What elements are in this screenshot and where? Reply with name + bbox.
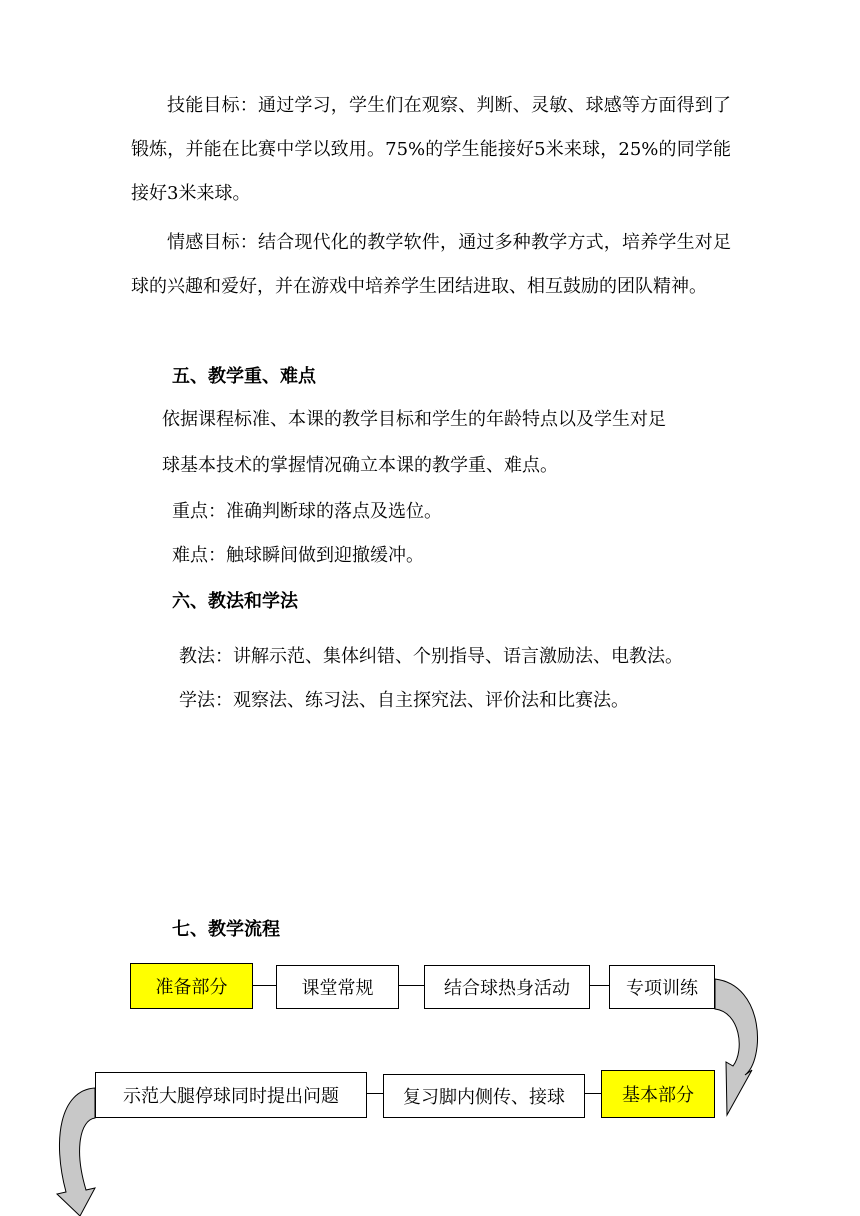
basis-text-line2: 球基本技术的掌握情况确立本课的教学重、难点。: [162, 455, 558, 476]
learning-method-text: 学法：观察法、练习法、自主探究法、评价法和比赛法。: [179, 690, 629, 711]
key-point-text: 重点：准确判断球的落点及选位。: [172, 501, 442, 522]
flow-step-basic-part: 基本部分: [601, 1070, 715, 1118]
curved-arrow-right-icon: [715, 979, 757, 1115]
curved-arrow-left-icon: [57, 1088, 95, 1216]
flow-step-review-pass: 复习脚内侧传、接球: [383, 1074, 585, 1118]
heading-teaching-flow: 七、教学流程: [172, 919, 280, 940]
flow-connector: [253, 985, 276, 986]
flow-step-special-training: 专项训练: [609, 965, 715, 1009]
teaching-method-text: 教法：讲解示范、集体纠错、个别指导、语言激励法、电教法。: [179, 646, 683, 667]
skill-goal-paragraph: 技能目标：通过学习，学生们在观察、判断、灵敏、球感等方面得到了锻炼，并能在比赛中学以致用。75%的学生能接好5米来球，25%的同学能接好3米来球。: [131, 95, 731, 204]
basis-text-line1: 依据课程标准、本课的教学目标和学生的年龄特点以及学生对足: [162, 409, 666, 430]
flow-step-preparation: 准备部分: [130, 963, 253, 1009]
flow-connector: [590, 985, 609, 986]
heading-key-difficult-points: 五、教学重、难点: [172, 366, 316, 387]
flow-step-routine: 课堂常规: [276, 965, 399, 1009]
difficult-point-text: 难点：触球瞬间做到迎撤缓冲。: [172, 545, 424, 566]
flow-connector: [585, 1093, 601, 1094]
heading-methods: 六、教法和学法: [172, 591, 298, 612]
flow-connector: [399, 985, 424, 986]
emotion-goal-paragraph: 情感目标：结合现代化的教学软件，通过多种教学方式，培养学生对足球的兴趣和爱好，并在游戏中培养学生团结进取、相互鼓励的团队精神。: [131, 232, 731, 297]
flow-step-demonstration: 示范大腿停球同时提出问题: [95, 1072, 367, 1118]
flow-step-warmup: 结合球热身活动: [424, 965, 590, 1009]
flow-connector: [367, 1093, 383, 1094]
